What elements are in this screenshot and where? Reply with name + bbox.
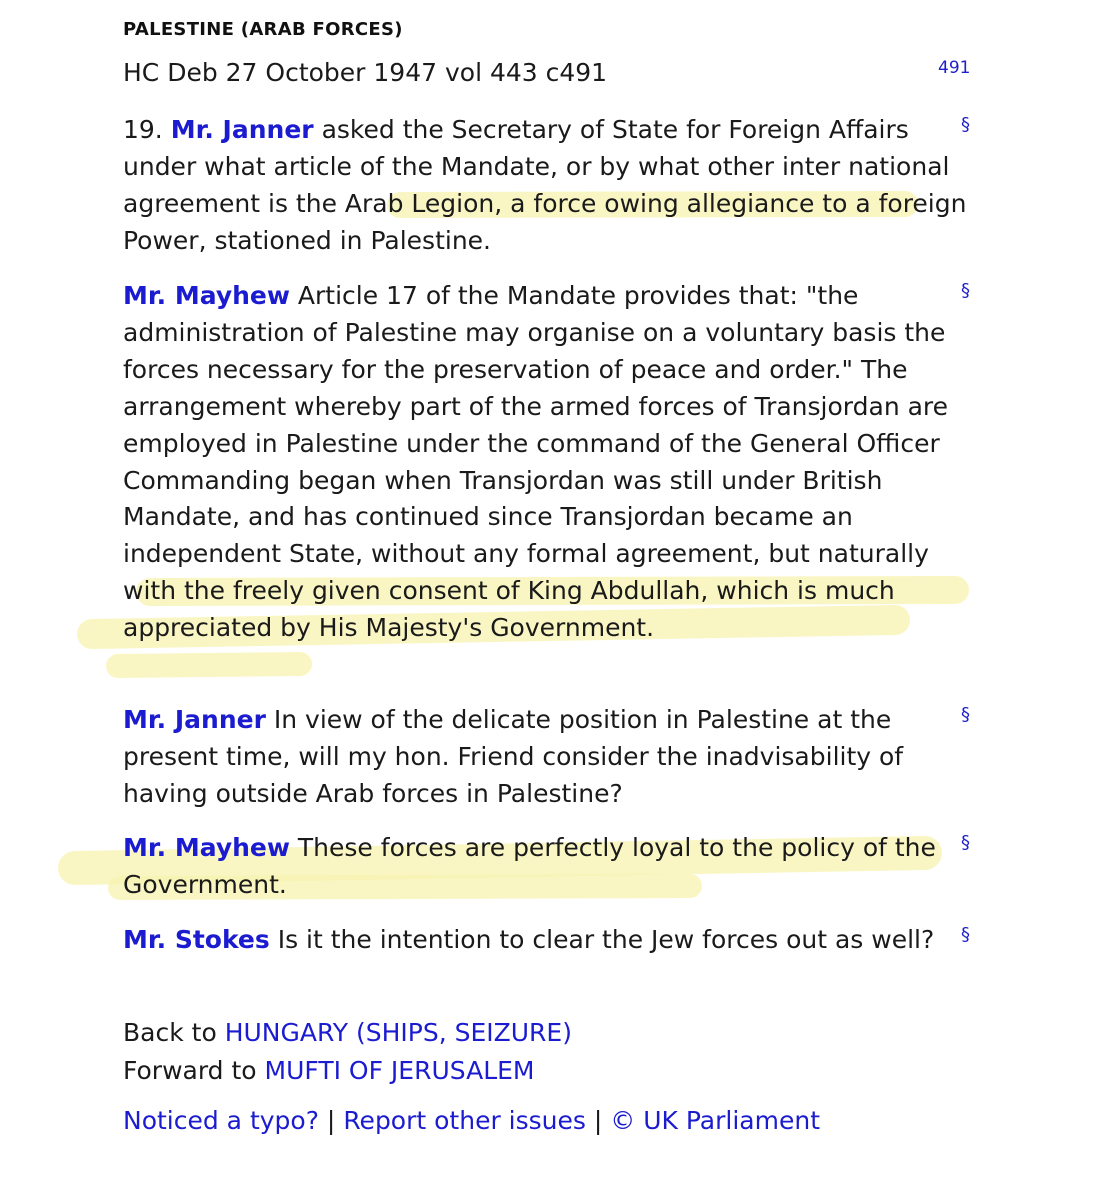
- back-link[interactable]: HUNGARY (SHIPS, SEIZURE): [224, 1018, 572, 1047]
- section-link-4[interactable]: §: [961, 832, 970, 853]
- speaker-link-janner[interactable]: Mr. Janner: [170, 115, 314, 144]
- highlight-stroke-4: [118, 664, 300, 666]
- question-number: 19.: [123, 115, 171, 144]
- section-link-2[interactable]: §: [961, 280, 970, 301]
- footer-separator: |: [585, 1106, 611, 1135]
- footer-separator: |: [318, 1106, 344, 1135]
- forward-link[interactable]: MUFTI OF JERUSALEM: [264, 1056, 535, 1085]
- column-number-link[interactable]: 491: [938, 58, 971, 78]
- typo-report-link[interactable]: Noticed a typo?: [123, 1106, 319, 1135]
- speech-text: In view of the delicate position in Palestine at the present time, will my hon. Friend consider the inadvisability of having outside Arab forces in Palestine?: [123, 705, 904, 808]
- speech-text: Article 17 of the Mandate provides that: "the administration of Palestine may organise on a voluntary basis the forces necessary for the preservation of peace and order." The arrangement whereby part of the armed forces of Transjordan are employed in Palestine under the command of the General Officer Commanding began when Transjordan was still under British Mandate, and has continued since Transjordan became an independent State, without any formal agreement, but naturally with the freely given consent of King Abdullah, which is much appreciated by His Majesty's Government.: [123, 281, 949, 643]
- back-navigation: [123, 1013, 572, 1052]
- speech-5: [123, 922, 973, 959]
- speaker-link-janner[interactable]: Mr. Janner: [123, 705, 266, 734]
- section-link-1[interactable]: §: [961, 114, 970, 135]
- section-link-3[interactable]: §: [961, 704, 970, 725]
- speech-2: [123, 278, 973, 647]
- speech-text: asked the Secretary of State for Foreign Affairs under what article of the Mandate, or by what other inter national agreement is the Arab Legion, a force owing allegiance to a foreign Power, stationed in Palestine.: [123, 115, 967, 255]
- speech-text: Is it the intention to clear the Jew forces out as well?: [269, 925, 935, 954]
- debate-citation: HC Deb 27 October 1947 vol 443 c491: [123, 58, 608, 87]
- speech-text: These forces are perfectly loyal to the policy of the Government.: [123, 833, 936, 899]
- copyright-link[interactable]: © UK Parliament: [610, 1106, 820, 1135]
- forward-navigation: [123, 1051, 535, 1090]
- page-footer: [123, 1106, 820, 1135]
- speaker-link-mayhew[interactable]: Mr. Mayhew: [123, 281, 290, 310]
- page-title: PALESTINE (ARAB FORCES): [123, 19, 403, 40]
- back-label: Back to: [123, 1018, 225, 1047]
- speech-4: [123, 830, 973, 904]
- speaker-link-mayhew[interactable]: Mr. Mayhew: [123, 833, 290, 862]
- speaker-link-stokes[interactable]: Mr. Stokes: [123, 925, 270, 954]
- forward-label: Forward to: [123, 1056, 265, 1085]
- speech-1: [123, 112, 973, 260]
- section-link-5[interactable]: §: [961, 924, 970, 945]
- speech-3: [123, 702, 973, 813]
- report-issues-link[interactable]: Report other issues: [343, 1106, 586, 1135]
